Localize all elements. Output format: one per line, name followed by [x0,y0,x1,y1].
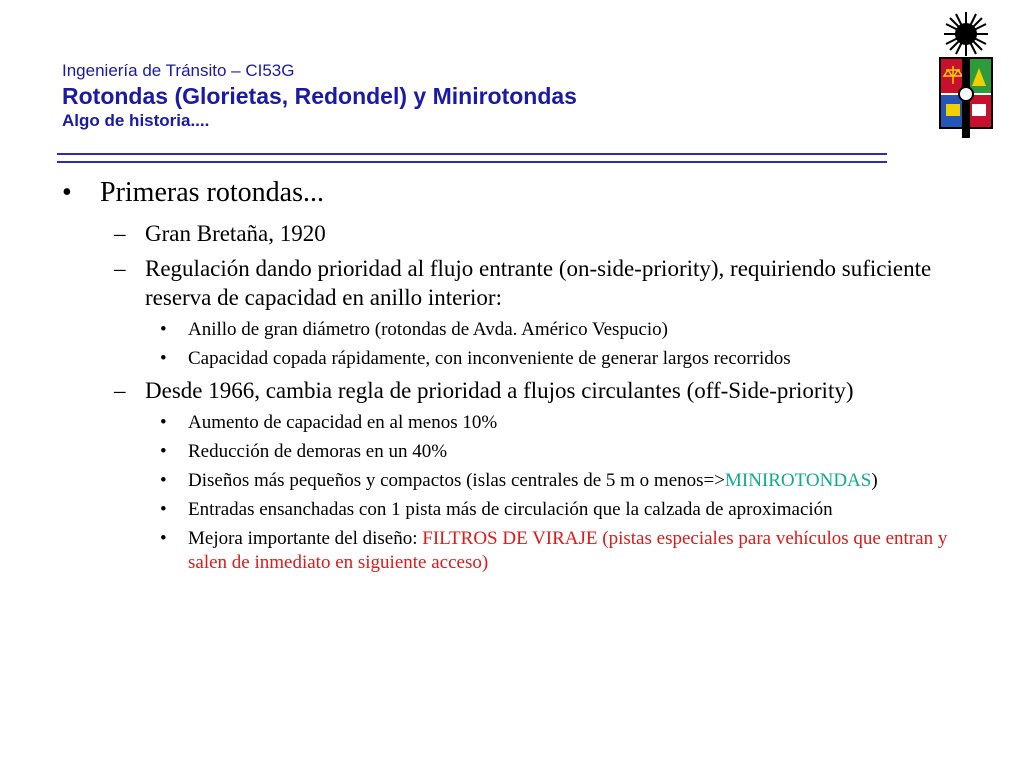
item-text: Regulación dando prioridad al flujo entrante (on-side-priority), requiriendo suficiente reserva de capacidad en anillo interior: [145,256,932,310]
sub-item-text [188,469,962,493]
sub-list-item [160,318,962,342]
university-crest-icon [932,10,1002,138]
text-segment: ) [871,470,878,491]
sub-list-item [160,411,962,435]
bullet-marker: • [160,348,167,369]
slide-body [62,176,962,580]
dash-marker: – [114,221,126,246]
sub-list-item [160,498,962,522]
bullet-heading [62,176,962,209]
item-text: Gran Bretaña, 1920 [145,221,326,246]
highlight-filtros-de-viraje: FILTROS DE VIRAJE (pistas especiales para vehículos que entran y salen de inmediato en siguiente acceso) [188,528,948,573]
dash-marker: – [114,378,126,403]
sub-list-item [160,527,962,575]
sub-item-text: Anillo de gran diámetro (rotondas de Avda. Américo Vespucio) [188,319,668,340]
heading-text: Primeras rotondas... [100,177,324,208]
header-rule-bottom [57,161,887,163]
sub-item-text: Capacidad copada rápidamente, con inconveniente de generar largos recorridos [188,348,791,369]
list-item [114,376,962,405]
sub-list-item [160,440,962,464]
bullet-marker: • [160,412,167,433]
bullet-marker: • [160,441,167,462]
sub-list-item [160,347,962,371]
bullet-marker: • [160,319,167,340]
sub-item-text: Entradas ensanchadas con 1 pista más de circulación que la calzada de aproximación [188,499,833,520]
slide-subtitle: Algo de historia.... [62,111,210,130]
item-text: Desde 1966, cambia regla de prioridad a flujos circulantes (off-Side-priority) [145,378,854,403]
text-segment: Diseños más pequeños y compactos (islas centrales de 5 m o menos=> [188,470,725,491]
header-rule-top [57,153,887,155]
slide-header [62,60,882,132]
bullet-marker: • [160,499,167,520]
highlight-minirotondas: MINIROTONDAS [724,470,872,491]
sub-list-item [160,469,962,493]
bullet-marker: • [160,470,167,491]
sub-item-text [188,527,962,575]
course-name: Ingeniería de Tránsito – CI53G [62,61,295,80]
list-item [114,254,962,312]
sub-item-text: Reducción de demoras en un 40% [188,441,448,462]
slide-title: Rotondas (Glorietas, Redondel) y Minirotondas [62,83,577,109]
list-item [114,219,962,248]
text-segment: Mejora importante del diseño: [188,528,423,549]
bullet-marker: • [62,177,72,208]
dash-marker: – [114,256,126,281]
sub-item-text: Aumento de capacidad en al menos 10% [188,412,498,433]
bullet-marker: • [160,528,167,549]
